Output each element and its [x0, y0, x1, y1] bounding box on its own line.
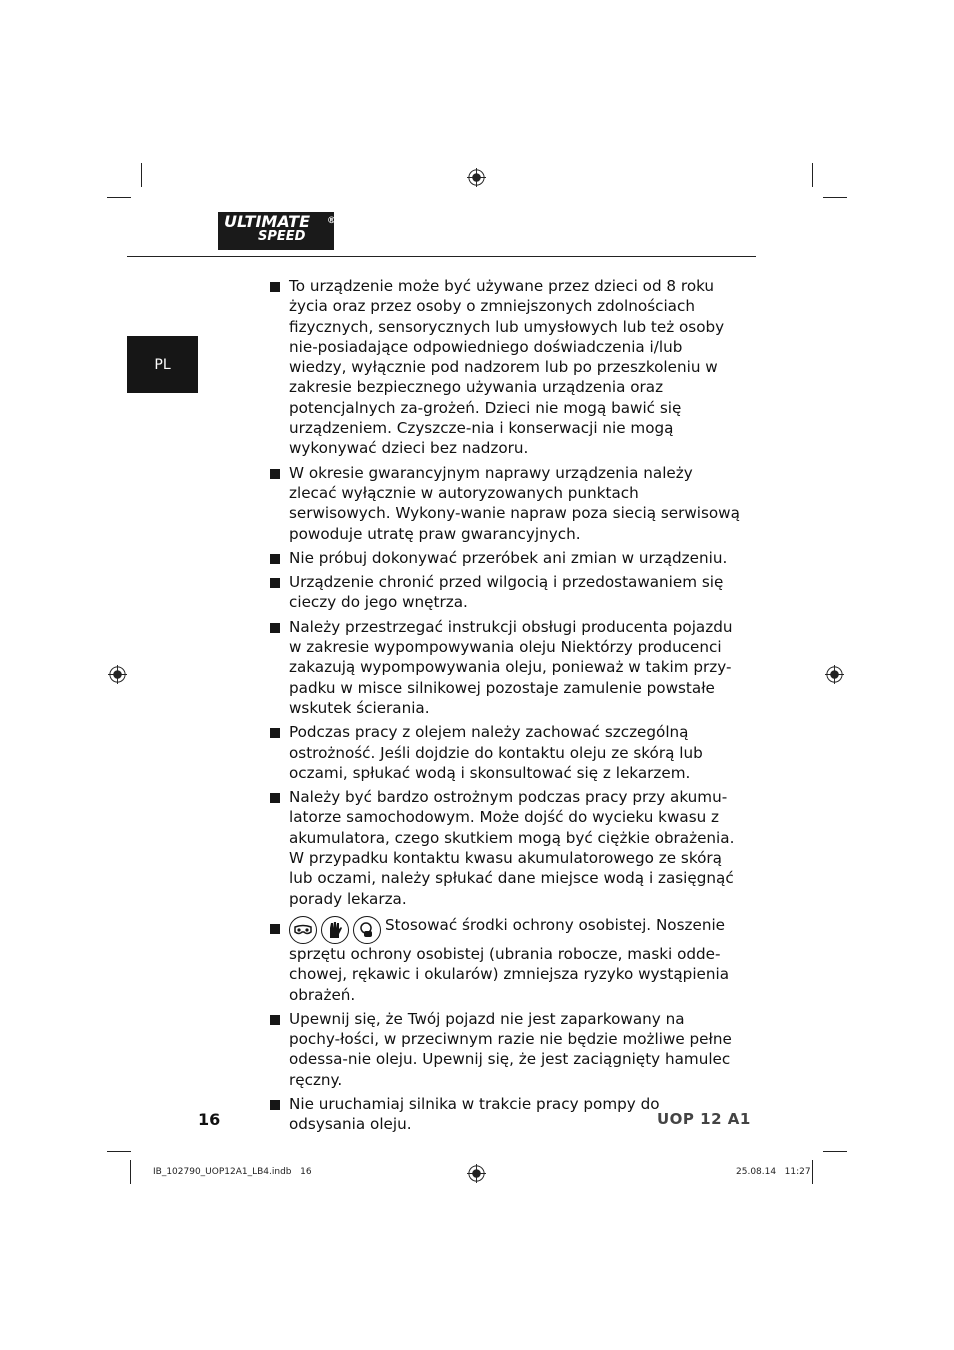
logo-registered-mark: ® [327, 216, 336, 226]
list-item-ppe-body [289, 915, 740, 1005]
list-item [270, 463, 740, 544]
bullet-square [270, 1100, 280, 1110]
list-item-text: Podczas pracy z olejem należy zachować szczególną ostrożność. Jeśli dojdzie do kontaktu oleju ze skórą lub oczami, spłukać wodą i skonsultować się z lekarzem. [289, 723, 703, 782]
safety-goggles-icon [289, 916, 317, 944]
header-rule [127, 256, 756, 257]
list-item-text: W okresie gwarancyjnym naprawy urządzenia należy zlecać wyłącznie w autoryzowanych punktach serwisowych. Wykony-wanie napraw poza siecią serwisową powoduje utratę praw gwarancyjnych. [289, 463, 740, 543]
respirator-mask-icon [353, 916, 381, 944]
bullet-square [270, 793, 280, 803]
brand-logo-text [224, 212, 336, 244]
list-item-text: To urządzenie może być używane przez dzieci od 8 roku życia oraz przez osoby o zmniejszonych zdolnościach fizycznych, sensorycznych lub umysłowych lub też osoby nie-posiadające odpowiedniego doświadczenia i/lub wiedzy, wyłącznie pod nadzorem lub po przeszkoleniu w zakresie bezpiecznego używania urządzenia oraz potencjalnych za-grożeń. Dzieci nie mogą bawić się urządzeniem. Czyszcze-nia i konserwacji nie mogą wykonywać dzieci bez nadzoru. [289, 277, 725, 458]
list-item-ppe [270, 915, 740, 1005]
bullet-square [270, 728, 280, 738]
list-item [270, 617, 740, 718]
registration-mark-icon [825, 665, 844, 684]
crop-mark [107, 1151, 131, 1152]
list-item [270, 1009, 740, 1090]
list-item-text: Stosować środki ochrony osobistej. Noszenie sprzętu ochrony osobistej (ubrania robocze, maski odde-chowej, rękawic i okularów) zmniejsza ryzyko wystąpienia obrażeń. [289, 915, 730, 1004]
ppe-icon-group [289, 916, 381, 944]
list-item-text: Nie uruchamiaj silnika w trakcie pracy pompy do odsysania oleju. [289, 1094, 660, 1134]
crop-mark [141, 163, 142, 187]
language-tab-label: PL [154, 356, 171, 373]
crop-mark [107, 197, 131, 198]
bullet-square [270, 554, 280, 564]
logo-line-2: SPEED [258, 229, 306, 244]
safety-instructions-list [270, 276, 740, 1139]
list-item-text: Urządzenie chronić przed wilgocią i przedostawaniem się cieczy do jego wnętrza. [289, 573, 724, 612]
crop-mark [812, 1160, 813, 1184]
bullet-square [270, 282, 280, 292]
crop-mark [823, 197, 847, 198]
list-item-text: Upewnij się, że Twój pojazd nie jest zaparkowany na pochy-łości, w przeciwnym razie nie będzie możliwe pełne odessa-nie oleju. Upewnij się, że jest zaciągnięty hamulec ręczny. [289, 1009, 732, 1089]
registration-mark-icon [467, 168, 486, 187]
list-item-text: Należy być bardzo ostrożnym podczas pracy przy akumu-latorze samochodowym. Może dojść do wycieku kwasu z akumulatora, czego skutkiem mogą być ciężkie obrażenia. W przypadku kontaktu kwasu akumulatorowego ze skórą lub oczami, należy spłukać dane miejsce wodą i zasięgnąć porady lekarza. [289, 788, 735, 908]
list-item [270, 722, 740, 783]
language-tab [127, 336, 198, 393]
model-number: UOP 12 A1 [657, 1110, 751, 1128]
list-item [270, 787, 740, 909]
list-item [270, 548, 740, 568]
registration-mark-icon [467, 1164, 486, 1183]
crop-mark [823, 1151, 847, 1152]
bullet-square [270, 623, 280, 633]
list-item [270, 276, 740, 459]
protective-gloves-icon [321, 916, 349, 944]
page-number: 16 [198, 1110, 221, 1129]
list-item-text: Nie próbuj dokonywać przeróbek ani zmian w urządzeniu. [289, 548, 728, 567]
registration-mark-icon [108, 665, 127, 684]
crop-mark [130, 1160, 131, 1184]
list-item [270, 572, 740, 613]
bullet-square [270, 924, 280, 934]
footer-file-name: IB_102790_UOP12A1_LB4.indb 16 [153, 1167, 312, 1177]
bullet-square [270, 1015, 280, 1025]
bullet-square [270, 469, 280, 479]
list-item-text: Należy przestrzegać instrukcji obsługi producenta pojazdu w zakresie wypompowywania oleju Niektórzy producenci zakazują wypompowywania oleju, ponieważ w takim przy-padku w misce silnikowej pozostaje zamulenie powstałe wskutek ścierania. [289, 617, 733, 717]
crop-mark [812, 163, 813, 187]
footer-date: 25.08.14 11:27 [736, 1167, 811, 1177]
logo-line-1: ULTIMATE [224, 212, 311, 231]
bullet-square [270, 578, 280, 588]
